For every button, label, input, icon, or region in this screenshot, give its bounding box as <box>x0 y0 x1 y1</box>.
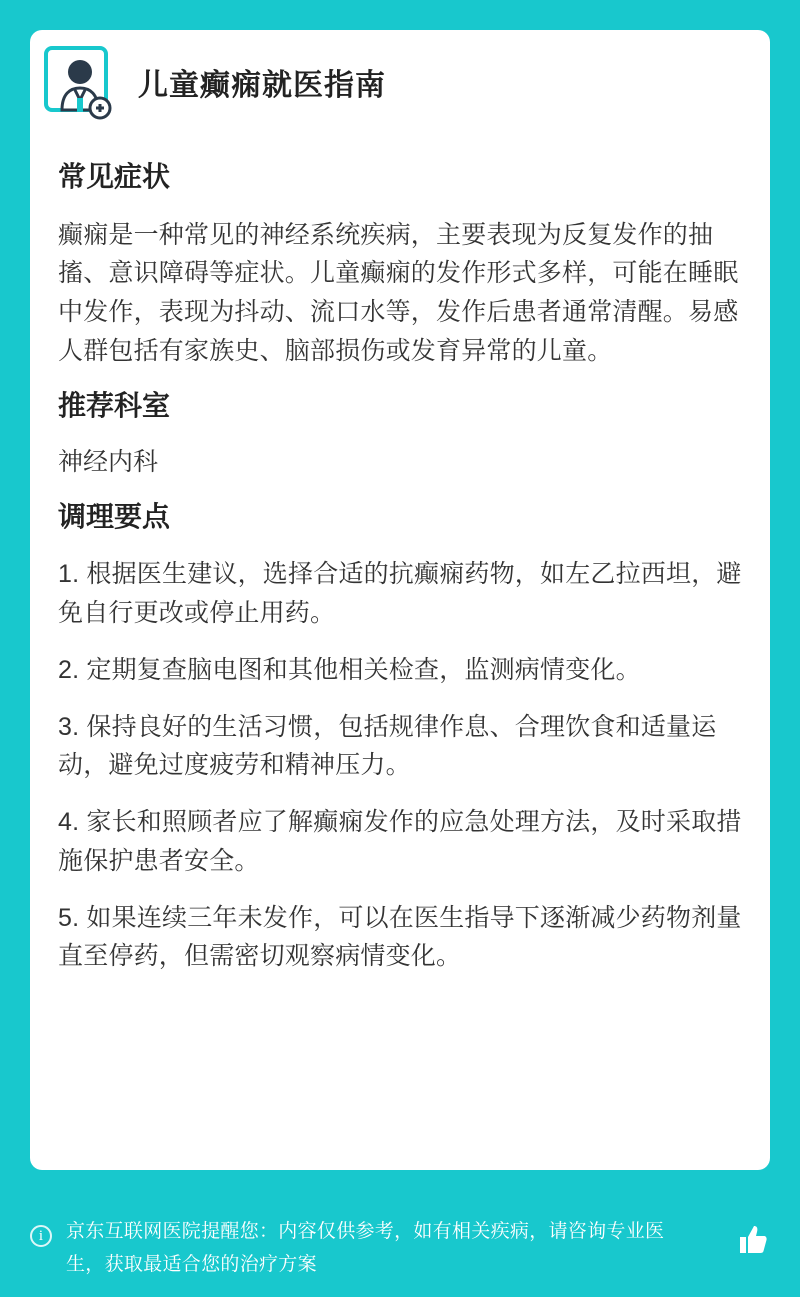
list-item: 1. 根据医生建议，选择合适的抗癫痫药物，如左乙拉西坦，避免自行更改或停止用药。 <box>58 560 742 628</box>
section-heading-symptoms: 常见症状 <box>58 161 171 192</box>
list-item: 3. 保持良好的生活习惯，包括规律作息、合理饮食和适量运动，避免过度疲劳和精神压力。 <box>58 712 717 780</box>
guide-card <box>30 30 770 1170</box>
section-heading-department: 推荐科室 <box>58 389 171 421</box>
section-heading-care-points: 调理要点 <box>58 500 171 532</box>
thumbs-up-icon[interactable] <box>734 1221 772 1265</box>
info-circle-icon: i <box>30 1225 52 1247</box>
symptoms-paragraph: 癫痫是一种常见的神经系统疾病，主要表现为反复发作的抽搐、意识障碍等症状。儿童癫痫的发作形式多样，可能在睡眠中发作，表现为抖动、流口水等，发作后患者通常清醒。易感人群包括有家族史、脑部损伤或发育异常的儿童。 <box>58 220 739 365</box>
guide-content <box>58 142 748 994</box>
list-item: 4. 家长和照顾者应了解癫痫发作的应急处理方法，及时采取措施保护患者安全。 <box>58 808 742 875</box>
list-item: 2. 定期复查脑电图和其他相关检查，监测病情变化。 <box>58 655 641 684</box>
doctor-avatar-icon <box>44 46 118 132</box>
department-value: 神经内科 <box>58 448 159 477</box>
list-item: 5. 如果连续三年未发作，可以在医生指导下逐渐减少药物剂量直至停药，但需密切观察病情变化。 <box>58 903 742 971</box>
page-title: 儿童癫痫就医指南 <box>138 69 386 102</box>
care-points-list <box>58 555 748 976</box>
footer-disclaimer-bar <box>0 1195 800 1297</box>
disclaimer-text: 京东互联网医院提醒您：内容仅供参考，如有相关疾病，请咨询专业医生，获取最适合您的治疗方案 <box>66 1221 665 1276</box>
